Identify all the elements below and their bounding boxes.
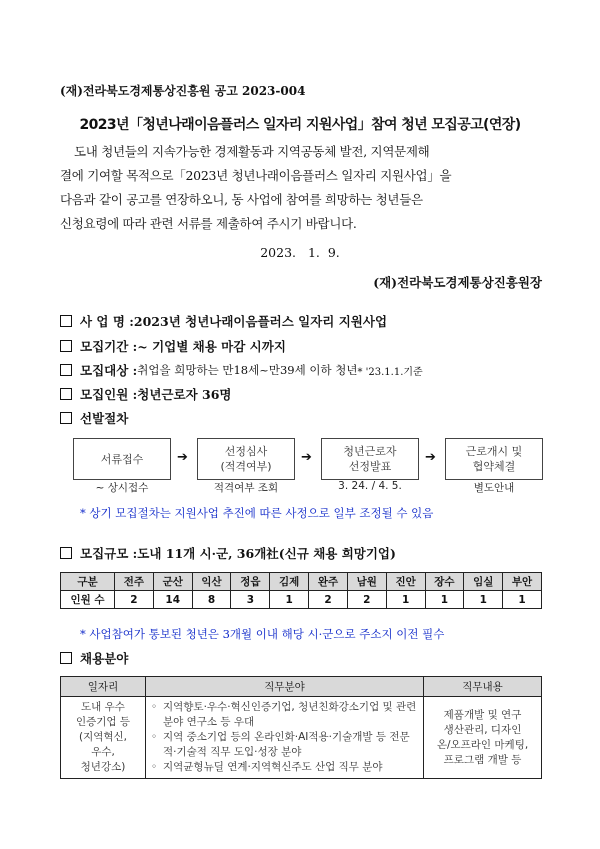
- checkbox-icon: [60, 652, 72, 664]
- item-label: 모집대상 :: [80, 363, 138, 378]
- table-cell: 3: [231, 591, 270, 609]
- arrow-right-icon: ➔: [177, 450, 188, 465]
- table-cell: 2: [309, 591, 348, 609]
- list-item: ◦ 지역 중소기업 등의 온라인화·AI적용·기술개발 등 전문적·기술적 직무 도입·성장 분야: [151, 731, 410, 758]
- item-value: 2023년 청년나래이음플러스 일자리 지원사업: [133, 314, 388, 329]
- intro-line: 다음과 같이 공고를 연장하오니, 동 사업에 참여를 희망하는 청년들은: [60, 192, 423, 207]
- table-cell: 1: [386, 591, 425, 609]
- content-cell: 제품개발 및 연구 생산관리, 디자인 온/오프라인 마케팅, 프로그램 개발 등: [424, 697, 542, 779]
- duty-cell: [146, 697, 424, 779]
- table-cell: 인원 수: [61, 591, 115, 609]
- table-header-cell: 완주: [309, 573, 348, 591]
- item-label: 모집규모 :: [80, 546, 138, 561]
- table-header-cell: 익산: [192, 573, 231, 591]
- item-value: 청년근로자 36명: [137, 387, 232, 402]
- process-step-3-sub: 3. 24. / 4. 5.: [338, 480, 402, 492]
- table-header-cell: 군산: [153, 573, 192, 591]
- table-header-cell: 직무내용: [424, 677, 542, 697]
- table-cell: 8: [192, 591, 231, 609]
- item-process: [60, 408, 128, 428]
- item-value: ~ 기업별 채용 마감 시까지: [137, 339, 286, 354]
- item-label: 사 업 명 :: [80, 314, 134, 329]
- table-header-cell: 임실: [464, 573, 503, 591]
- checkbox-icon: [60, 364, 72, 376]
- item-value: 도내 11개 시·군, 36개社(신규 채용 희망기업): [137, 546, 396, 561]
- intro-paragraph: [60, 140, 544, 236]
- process-step-1-sub: ~ 상시접수: [95, 482, 149, 494]
- process-step-4: 근로개시 및 협약체결: [445, 438, 543, 480]
- table-header-cell: 진안: [386, 573, 425, 591]
- table-cell: 2: [347, 591, 386, 609]
- process-note: * 상기 모집절차는 지원사업 추진에 따른 사정으로 일부 조정될 수 있음: [80, 506, 434, 520]
- table-header-cell: 구분: [61, 573, 115, 591]
- intro-line: 도내 청년들의 지속가능한 경제활동과 지역공동체 발전, 지역문제해: [74, 144, 430, 159]
- checkbox-icon: [60, 388, 72, 400]
- table-header-cell: 직무분야: [146, 677, 424, 697]
- table-row: [61, 591, 542, 609]
- table-header-cell: 일자리: [61, 677, 146, 697]
- intro-line: 신청요령에 따라 관련 서류를 제출하여 주시기 바랍니다.: [60, 216, 357, 231]
- list-item: ◦ 지역향토·우수·혁신인증기업, 청년친화강소기업 및 관련 분야 연구소 등 우대: [151, 701, 417, 728]
- table-cell: 1: [464, 591, 503, 609]
- table-header-cell: 남원: [347, 573, 386, 591]
- item-target: [60, 360, 423, 380]
- item-label: 채용분야: [80, 651, 129, 666]
- issuer-name: (재)전라북도경제통상진흥원장: [373, 275, 542, 290]
- table-header-cell: 전주: [115, 573, 154, 591]
- table-cell: 1: [425, 591, 464, 609]
- job-field-table: [60, 676, 542, 779]
- process-step-3: 청년근로자 선정발표: [321, 438, 419, 480]
- arrow-right-icon: ➔: [301, 450, 312, 465]
- item-project: [60, 311, 387, 331]
- process-step-2: 선정심사 (적격여부): [197, 438, 295, 480]
- notice-date: 2023. 1. 9.: [260, 245, 340, 260]
- item-period: [60, 336, 286, 356]
- item-note: * '23.1.1.기준: [357, 366, 423, 378]
- table-row: [61, 697, 542, 779]
- item-value: 취업을 희망하는 만18세~만39세 이하 청년: [137, 363, 358, 377]
- notice-number: (재)전라북도경제통상진흥원 공고 2023-004: [60, 84, 306, 98]
- process-step-1: 서류접수: [73, 438, 171, 480]
- job-cell: 도내 우수 인증기업 등 (지역혁신, 우수, 청년강소): [61, 697, 146, 779]
- checkbox-icon: [60, 547, 72, 559]
- table-cell: 14: [153, 591, 192, 609]
- checkbox-icon: [60, 412, 72, 424]
- checkbox-icon: [60, 340, 72, 352]
- table-header-cell: 김제: [270, 573, 309, 591]
- table-header-row: [61, 573, 542, 591]
- table-header-cell: 부안: [503, 573, 542, 591]
- checkbox-icon: [60, 315, 72, 327]
- list-item: ◦ 지역균형뉴딜 연계·지역혁신주도 산업 직무 분야: [151, 761, 383, 773]
- table-cell: 2: [115, 591, 154, 609]
- item-label: 모집기간 :: [80, 339, 138, 354]
- table-cell: 1: [503, 591, 542, 609]
- table-header-cell: 장수: [425, 573, 464, 591]
- table-header-cell: 정읍: [231, 573, 270, 591]
- process-step-4-sub: 별도안내: [473, 482, 515, 494]
- scale-note: * 사업참여가 통보된 청년은 3개월 이내 해당 시·군으로 주소지 이전 필수: [80, 627, 445, 641]
- item-label: 모집인원 :: [80, 387, 138, 402]
- arrow-right-icon: ➔: [425, 450, 436, 465]
- table-header-row: [61, 677, 542, 697]
- item-fields: [60, 648, 128, 668]
- recruitment-count-table: [60, 572, 542, 609]
- item-label: 선발절차: [80, 411, 129, 426]
- item-headcount: [60, 384, 231, 404]
- item-scale: [60, 543, 396, 563]
- process-step-2-sub: 적격여부 조회: [213, 482, 279, 494]
- document-title: 2023년「청년나래이음플러스 일자리 지원사업」참여 청년 모집공고(연장): [79, 117, 521, 133]
- intro-line: 결에 기여할 목적으로「2023년 청년나래이음플러스 일자리 지원사업」을: [60, 168, 452, 183]
- table-cell: 1: [270, 591, 309, 609]
